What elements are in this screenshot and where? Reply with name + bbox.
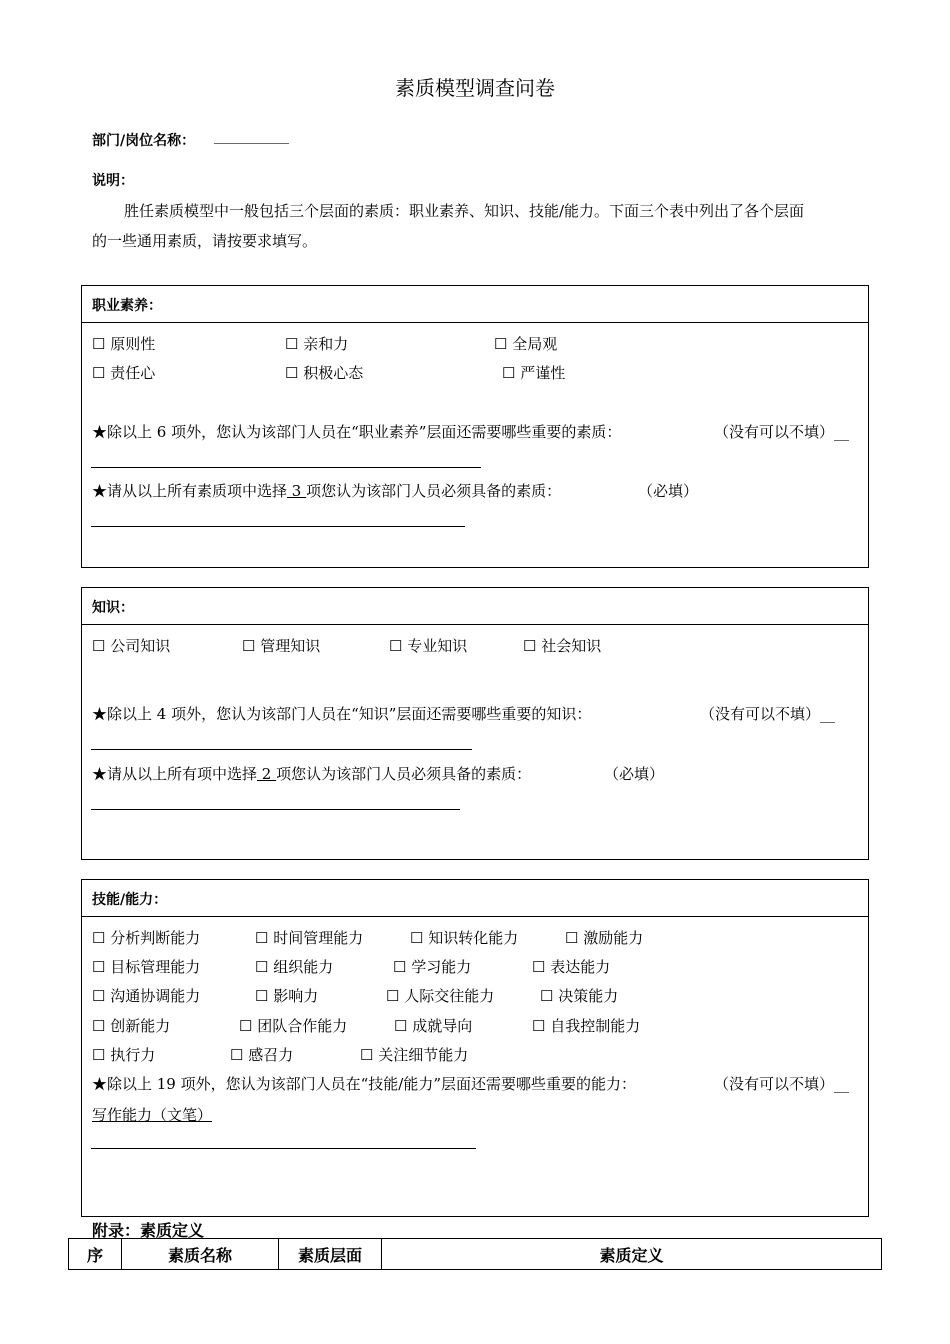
- checkbox-item[interactable]: [393, 956, 471, 977]
- checkbox-item[interactable]: [92, 333, 155, 354]
- answer-line[interactable]: [91, 526, 465, 527]
- checkbox-icon: ☐: [92, 987, 106, 1005]
- checkbox-label: 自我控制能力: [550, 1017, 641, 1035]
- section-knowledge: [81, 587, 869, 860]
- checkbox-label: 原则性: [110, 335, 156, 353]
- checkbox-label: 专业知识: [407, 637, 468, 655]
- answer-line[interactable]: [91, 809, 460, 810]
- checkbox-item[interactable]: [532, 956, 610, 977]
- checkbox-icon: ☐: [523, 637, 537, 655]
- optional-note: （没有可以不填）__: [714, 423, 850, 441]
- question-text: ★请从以上所有项中选择: [92, 765, 258, 783]
- select-count: 2: [257, 765, 277, 783]
- checkbox-icon: ☐: [502, 364, 516, 382]
- checkbox-label: 关注细节能力: [378, 1046, 469, 1064]
- column-header-index: 序: [69, 1239, 122, 1270]
- checkbox-label: 组织能力: [273, 958, 334, 976]
- answer-text[interactable]: 写作能力（文笔）: [92, 1106, 213, 1124]
- section-header: [82, 588, 868, 625]
- checkbox-item[interactable]: [92, 1015, 170, 1036]
- checkbox-item[interactable]: [565, 927, 643, 948]
- checkbox-icon: ☐: [92, 1017, 106, 1035]
- checkbox-item[interactable]: [255, 927, 363, 948]
- appendix-title: 附录：素质定义: [92, 1221, 205, 1240]
- checkbox-label: 严谨性: [520, 364, 566, 382]
- checkbox-item[interactable]: [532, 1015, 640, 1036]
- instructions-line-1: 胜任素质模型中一般包括三个层面的素质：职业素养、知识、技能/能力。下面三个表中列出了各个层面: [124, 202, 805, 220]
- checkbox-item[interactable]: [285, 362, 363, 383]
- select-count: 3: [287, 482, 307, 500]
- checkbox-icon: ☐: [230, 1046, 244, 1064]
- section-title: 技能/能力：: [92, 892, 168, 908]
- definition-table: [68, 1238, 882, 1270]
- checkbox-item[interactable]: [285, 333, 348, 354]
- checkbox-label: 管理知识: [260, 637, 321, 655]
- checkbox-icon: ☐: [242, 637, 256, 655]
- checkbox-icon: ☐: [255, 958, 269, 976]
- answer-line[interactable]: [91, 749, 472, 750]
- checkbox-item[interactable]: [394, 1015, 472, 1036]
- checkbox-label: 目标管理能力: [110, 958, 201, 976]
- checkbox-icon: ☐: [386, 987, 400, 1005]
- checkbox-icon: ☐: [394, 1017, 408, 1035]
- page-title: 素质模型调查问卷: [395, 76, 555, 100]
- checkbox-icon: ☐: [410, 929, 424, 947]
- checkbox-icon: ☐: [92, 335, 106, 353]
- checkbox-label: 激励能力: [583, 929, 644, 947]
- checkbox-icon: ☐: [360, 1046, 374, 1064]
- checkbox-item[interactable]: [494, 333, 557, 354]
- checkbox-icon: ☐: [92, 364, 106, 382]
- checkbox-item[interactable]: [92, 635, 170, 656]
- column-header-definition: 素质定义: [382, 1239, 882, 1270]
- column-header-name: 素质名称: [122, 1239, 279, 1270]
- checkbox-item[interactable]: [523, 635, 601, 656]
- checkbox-icon: ☐: [285, 364, 299, 382]
- section-skills-abilities: [81, 879, 869, 1217]
- optional-note: （没有可以不填）__: [700, 705, 836, 723]
- checkbox-item[interactable]: [242, 635, 320, 656]
- checkbox-label: 成就导向: [412, 1017, 473, 1035]
- section-title: 职业素养：: [92, 298, 162, 314]
- question-extra-knowledge: ★除以上 4 项外，您认为该部门人员在“知识”层面还需要哪些重要的知识：: [92, 705, 592, 723]
- checkbox-label: 感召力: [248, 1046, 294, 1064]
- checkbox-icon: ☐: [92, 958, 106, 976]
- checkbox-icon: ☐: [532, 958, 546, 976]
- checkbox-icon: ☐: [92, 637, 106, 655]
- table-header-row: [69, 1239, 882, 1270]
- checkbox-label: 沟通协调能力: [110, 987, 201, 1005]
- checkbox-item[interactable]: [386, 985, 494, 1006]
- checkbox-item[interactable]: [92, 1044, 155, 1065]
- checkbox-icon: ☐: [285, 335, 299, 353]
- checkbox-label: 分析判断能力: [110, 929, 201, 947]
- checkbox-icon: ☐: [255, 987, 269, 1005]
- checkbox-item[interactable]: [255, 956, 333, 977]
- checkbox-item[interactable]: [410, 927, 518, 948]
- question-select-required: [92, 480, 561, 501]
- checkbox-icon: ☐: [92, 1046, 106, 1064]
- checkbox-item[interactable]: [389, 635, 467, 656]
- checkbox-item[interactable]: [92, 985, 200, 1006]
- checkbox-icon: ☐: [393, 958, 407, 976]
- question-extra-qualities: ★除以上 6 项外，您认为该部门人员在“职业素养”层面还需要哪些重要的素质：: [92, 423, 622, 441]
- checkbox-label: 团队合作能力: [257, 1017, 348, 1035]
- section-header: [82, 286, 868, 323]
- checkbox-label: 责任心: [110, 364, 156, 382]
- question-extra-abilities: ★除以上 19 项外，您认为该部门人员在“技能/能力”层面还需要哪些重要的能力：: [92, 1075, 637, 1093]
- checkbox-label: 公司知识: [110, 637, 171, 655]
- question-text: ★请从以上所有素质项中选择: [92, 482, 288, 500]
- section-professional-qualities: [81, 285, 869, 568]
- instructions-label: 说明：: [92, 173, 134, 189]
- checkbox-label: 时间管理能力: [273, 929, 364, 947]
- checkbox-item[interactable]: [92, 362, 155, 383]
- question-text: 项您认为该部门人员必须具备的素质：: [276, 765, 532, 783]
- checkbox-label: 知识转化能力: [428, 929, 519, 947]
- checkbox-icon: ☐: [92, 929, 106, 947]
- checkbox-label: 社会知识: [541, 637, 602, 655]
- checkbox-label: 影响力: [273, 987, 319, 1005]
- section-title: 知识：: [92, 600, 134, 616]
- section-header: [82, 880, 868, 917]
- checkbox-item[interactable]: [92, 927, 200, 948]
- answer-line[interactable]: [91, 467, 481, 468]
- checkbox-label: 表达能力: [550, 958, 611, 976]
- optional-note: （没有可以不填）__: [714, 1075, 850, 1093]
- checkbox-icon: ☐: [239, 1017, 253, 1035]
- required-note: （必填）: [604, 765, 665, 783]
- instructions-line-2: 的一些通用素质，请按要求填写。: [92, 232, 318, 250]
- checkbox-item[interactable]: [239, 1015, 347, 1036]
- checkbox-item[interactable]: [92, 956, 200, 977]
- required-note: （必填）: [638, 482, 699, 500]
- checkbox-label: 积极心态: [303, 364, 364, 382]
- checkbox-item[interactable]: [360, 1044, 468, 1065]
- checkbox-label: 学习能力: [411, 958, 472, 976]
- question-text: 项您认为该部门人员必须具备的素质：: [306, 482, 562, 500]
- checkbox-label: 决策能力: [558, 987, 619, 1005]
- checkbox-icon: ☐: [494, 335, 508, 353]
- checkbox-label: 创新能力: [110, 1017, 171, 1035]
- answer-line[interactable]: [91, 1148, 476, 1149]
- checkbox-item[interactable]: [255, 985, 318, 1006]
- checkbox-icon: ☐: [255, 929, 269, 947]
- checkbox-label: 执行力: [110, 1046, 156, 1064]
- checkbox-item[interactable]: [540, 985, 618, 1006]
- checkbox-label: 全局观: [512, 335, 558, 353]
- checkbox-icon: ☐: [389, 637, 403, 655]
- checkbox-item[interactable]: [230, 1044, 293, 1065]
- column-header-level: 素质层面: [279, 1239, 382, 1270]
- department-field[interactable]: __________: [214, 126, 289, 144]
- checkbox-icon: ☐: [565, 929, 579, 947]
- checkbox-icon: ☐: [540, 987, 554, 1005]
- question-select-required: [92, 763, 531, 784]
- checkbox-icon: ☐: [532, 1017, 546, 1035]
- checkbox-label: 亲和力: [303, 335, 349, 353]
- department-label: 部门/岗位名称：: [92, 133, 196, 149]
- checkbox-label: 人际交往能力: [404, 987, 495, 1005]
- checkbox-item[interactable]: [502, 362, 565, 383]
